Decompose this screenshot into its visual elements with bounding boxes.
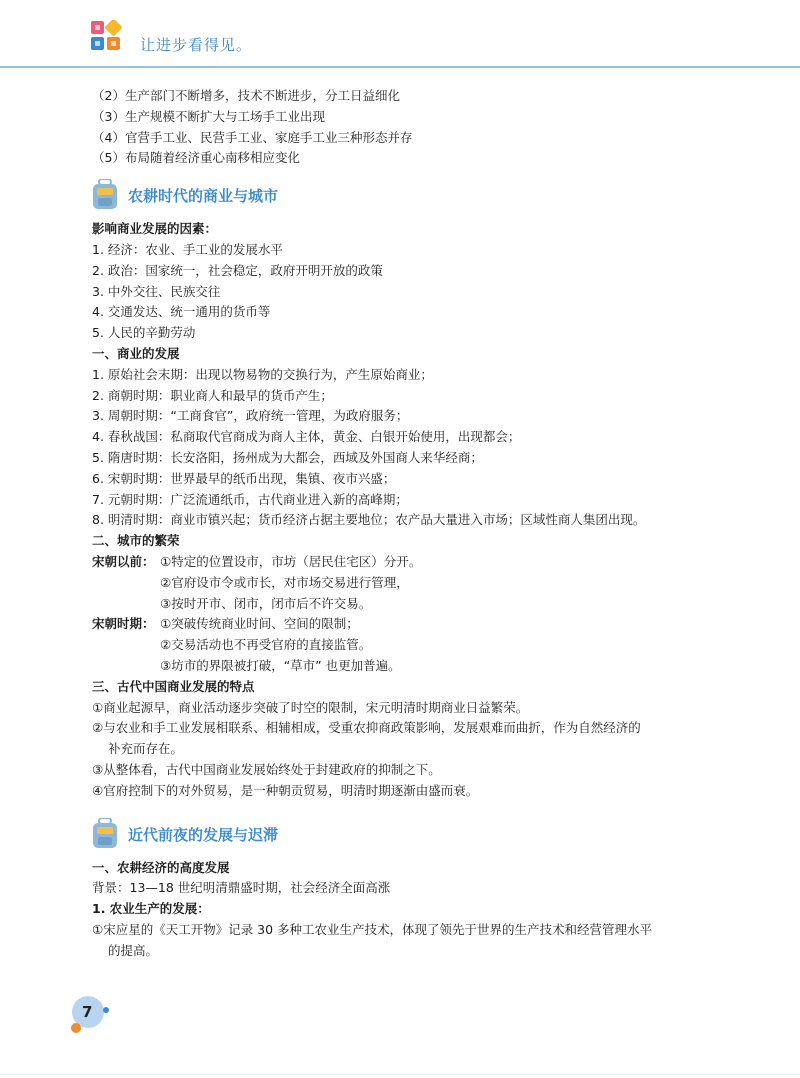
list-item: 2. 政治：国家统一，社会稳定，政府开明开放的政策 <box>92 262 383 278</box>
list-item: 5. 隋唐时期：长安洛阳，扬州成为大都会，西域及外国商人来华经商； <box>92 449 483 465</box>
subheading: 一、商业的发展 <box>92 345 180 361</box>
list-item: 补充而存在。 <box>108 741 184 757</box>
section-header-commerce <box>92 177 732 211</box>
list-item: 宋朝时期： ①突破传统商业时间、空间的限制； <box>92 614 732 635</box>
list-item: ③按时开市、闭市，闭市后不许交易。 <box>160 595 372 611</box>
list-item: ①商业起源早，商业活动逐步突破了时空的限制，宋元明清时期商业日益繁荣。 <box>92 699 529 715</box>
section-header-modern <box>92 816 732 850</box>
subheading: 一、农耕经济的高度发展 <box>92 859 230 875</box>
page-content <box>92 86 732 961</box>
list-item: ②与农业和手工业发展相联系、相辅相成，受重农抑商政策影响，发展艰难而曲折，作为自然经济的 <box>92 720 641 736</box>
list-item: 6. 宋朝时期：世界最早的纸币出现，集镇、夜市兴盛； <box>92 470 396 486</box>
list-item: 4. 交通发达、统一通用的货币等 <box>92 304 271 320</box>
list-item: 2. 商朝时期：职业商人和最早的货币产生； <box>92 387 333 403</box>
subheading: 二、城市的繁荣 <box>92 533 180 549</box>
list-item: 1. 原始社会末期：出现以物易物的交换行为，产生原始商业； <box>92 366 433 382</box>
header-divider <box>0 66 800 68</box>
header-slogan: 让进步看得见。 <box>140 36 253 54</box>
list-item: （5）布局随着经济重心南移相应变化 <box>92 150 300 166</box>
paragraph: 背景：13—18 世纪明清鼎盛时期，社会经济全面高涨 <box>92 880 391 896</box>
period-label: 宋朝以前： <box>92 553 155 569</box>
subheading: 三、古代中国商业发展的特点 <box>92 678 255 694</box>
list-item: 5. 人民的辛勤劳动 <box>92 325 196 341</box>
list-item: ②交易活动也不再受官府的直接监管。 <box>160 637 372 653</box>
list-item: 7. 元朝时期：广泛流通纸币，古代商业进入新的高峰期； <box>92 491 408 507</box>
list-item: 宋朝以前： ①特定的位置设市，市坊（居民住宅区）分开。 <box>92 552 732 573</box>
list-item: （2）生产部门不断增多，技术不断进步，分工日益细化 <box>92 88 400 103</box>
list-item: ①宋应星的《天工开物》记录 30 多种工农业生产技术，体现了领先于世界的生产技术和经营管理水平 <box>92 921 653 937</box>
list-item: ④官府控制下的对外贸易，是一种朝贡贸易，明清时期逐渐由盛而衰。 <box>92 782 479 798</box>
list-item: （4）官营手工业、民营手工业、家庭手工业三种形态并存 <box>92 129 413 145</box>
footer-divider <box>0 1074 800 1075</box>
list-item: ③坊市的界限被打破，“草市” 也更加普遍。 <box>160 657 401 673</box>
list-item: 8. 明清时期：商业市镇兴起；货币经济占据主要地位；农产品大量进入市场；区域性商人集团出现。 <box>92 512 646 528</box>
subheading: 影响商业发展的因素： <box>92 221 218 237</box>
section-title: 近代前夜的发展与迟滞 <box>128 825 279 844</box>
list-item: 4. 春秋战国：私商取代官商成为商人主体，黄金、白银开始使用，出现都会； <box>92 429 521 445</box>
subheading: 1. 农业生产的发展： <box>92 901 210 917</box>
period-label: 宋朝时期： <box>92 616 155 632</box>
backpack-icon <box>92 179 118 209</box>
list-item: ②官府设市令或市长，对市场交易进行管理， <box>160 574 409 590</box>
section-title: 农耕时代的商业与城市 <box>128 187 279 206</box>
list-item: 3. 周朝时期：“工商食官”，政府统一管理，为政府服务； <box>92 408 409 424</box>
list-item: ③从整体看，古代中国商业发展始终处于封建政府的抑制之下。 <box>92 761 441 777</box>
page-header <box>0 0 800 68</box>
list-item: （3）生产规模不断扩大与工场手工业出现 <box>92 108 325 124</box>
list-item: 的提高。 <box>108 942 159 958</box>
page-number: 7 <box>82 1003 93 1021</box>
backpack-icon <box>92 818 118 848</box>
logo-icon <box>91 20 123 52</box>
list-item: 1. 经济：农业、手工业的发展水平 <box>92 241 283 257</box>
list-item: 3. 中外交往、民族交往 <box>92 283 221 299</box>
